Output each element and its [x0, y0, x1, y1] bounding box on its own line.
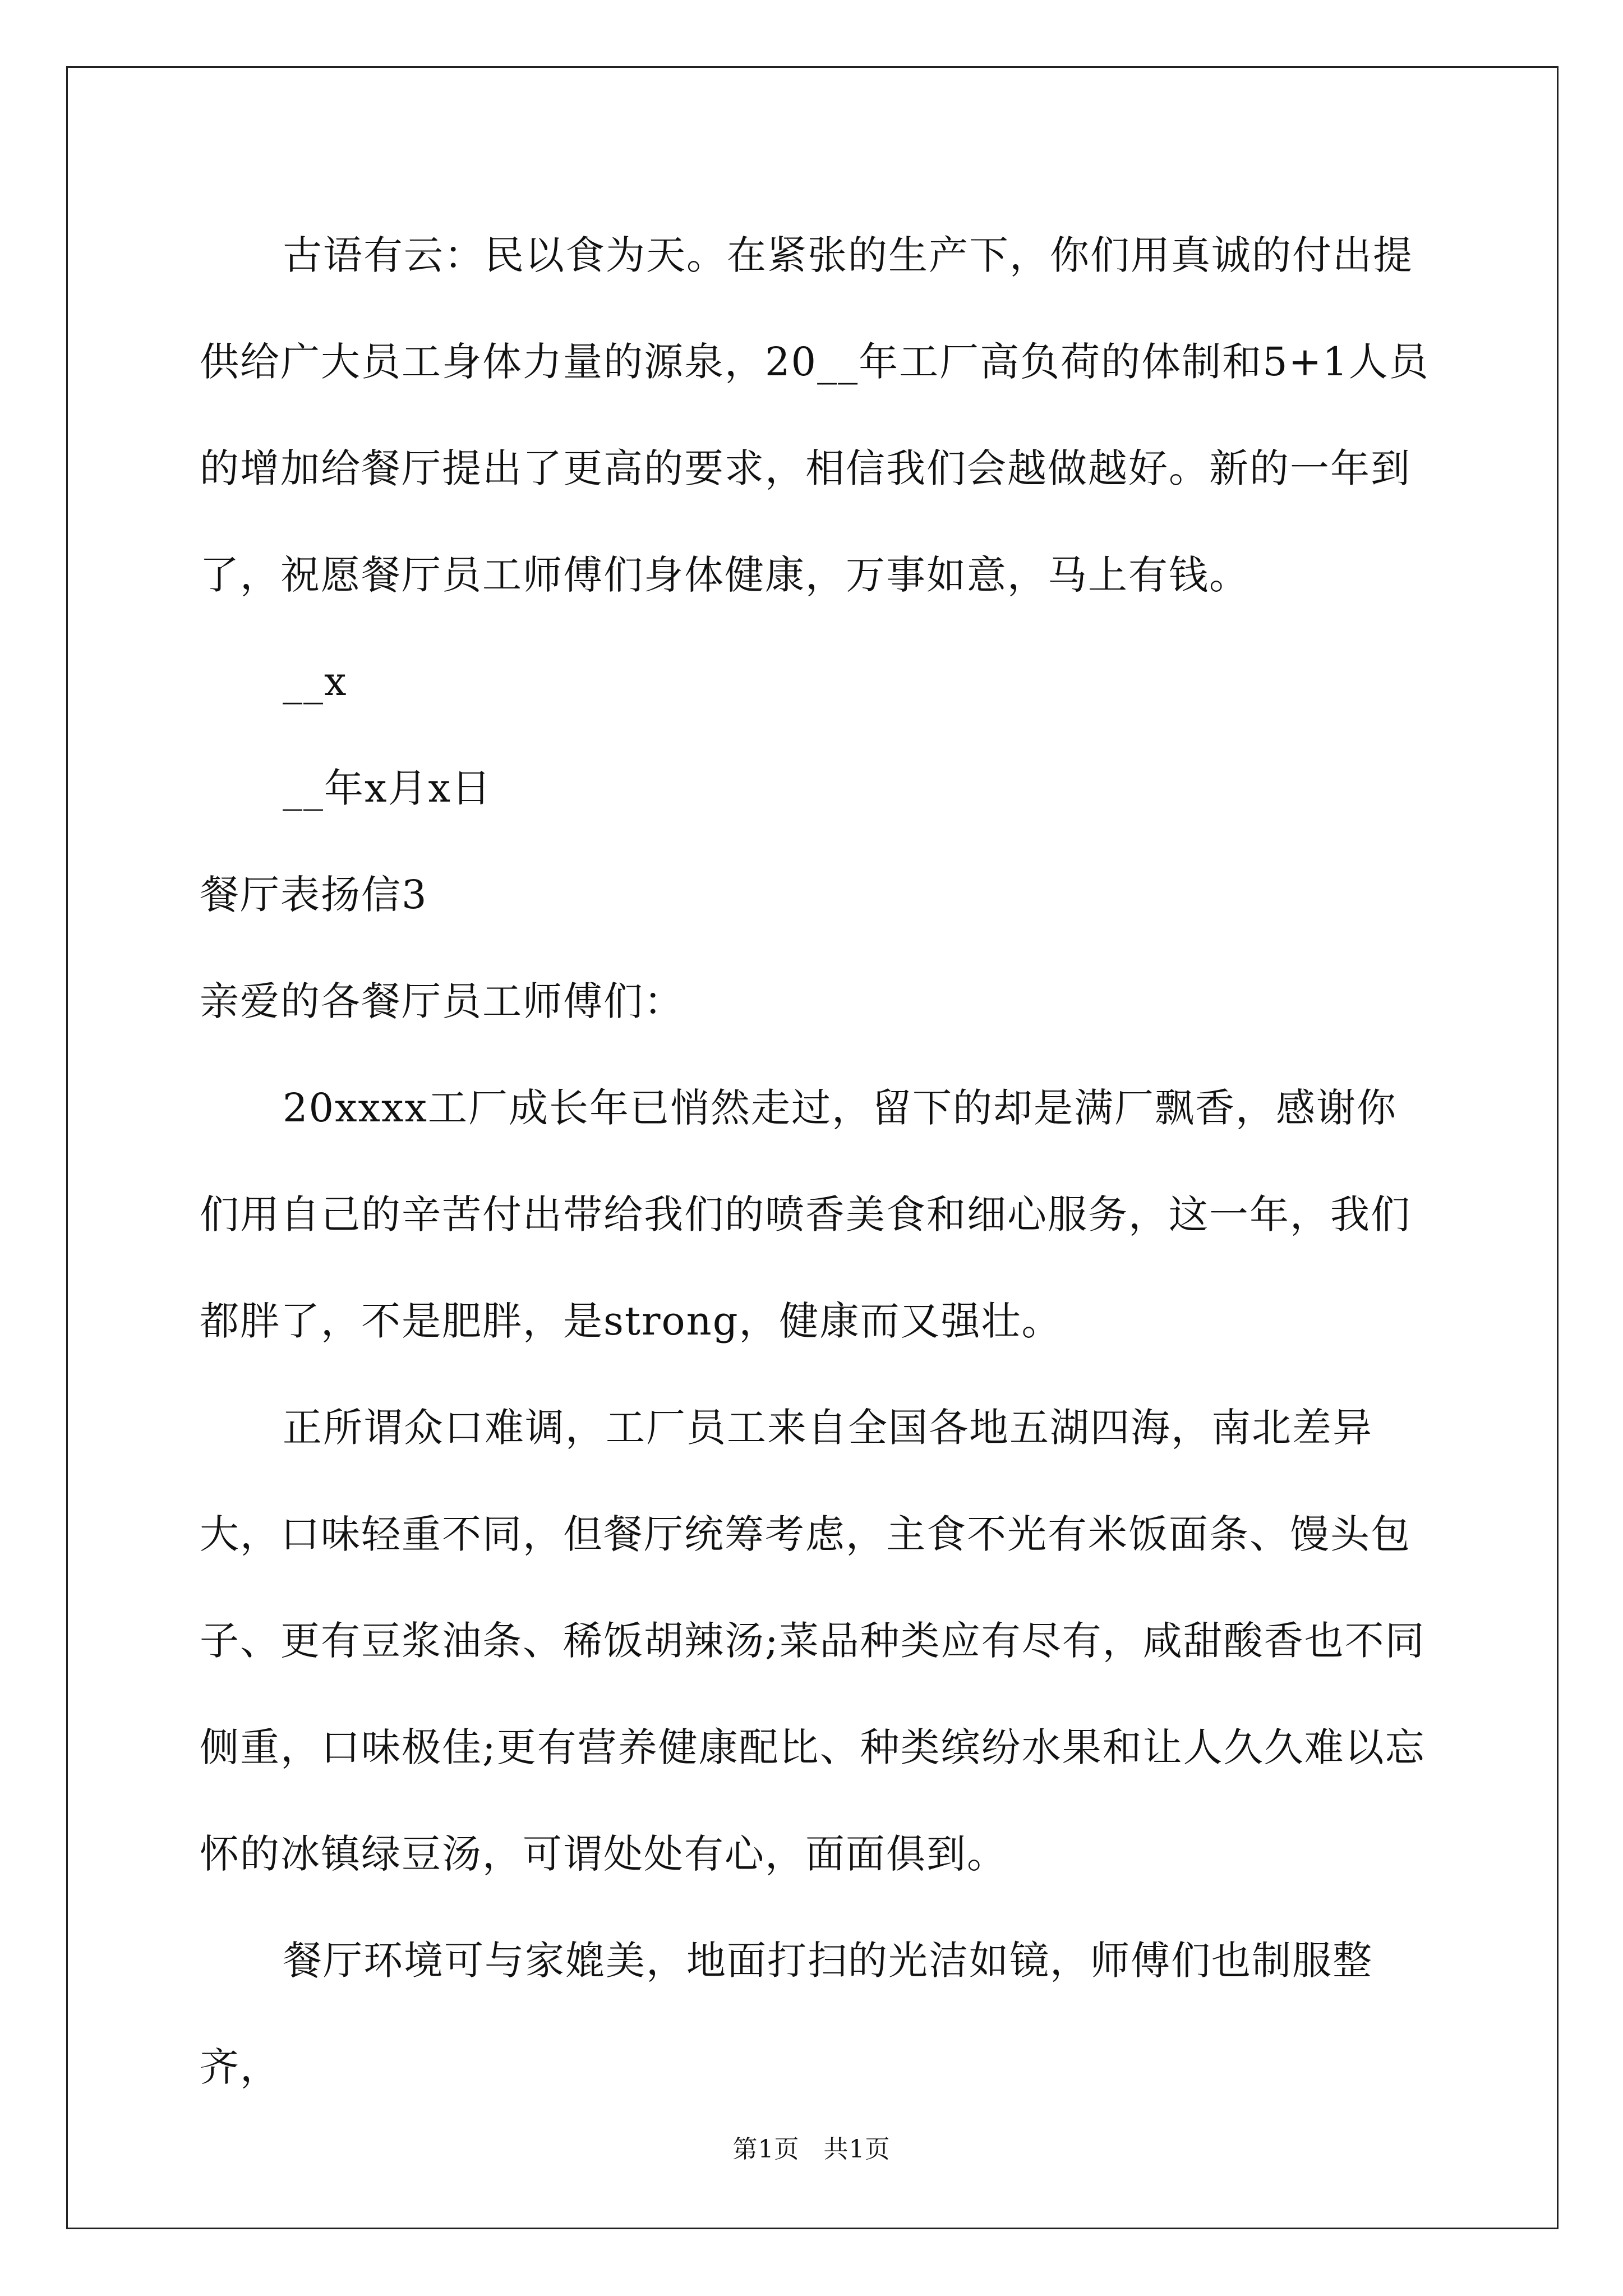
signature-name: __x [283, 659, 348, 705]
page-footer [0, 2129, 1623, 2165]
salutation: 亲爱的各餐厅员工师傅们： [200, 978, 684, 1024]
page-total: 共1页 [823, 2135, 891, 2164]
paragraph-3: 正所谓众口难调，工厂员工来自全国各地五湖四海，南北差异大，口味轻重不同，但餐厅统筹考虑，主食不光有米饭面条、馒头包子、更有豆浆油条、稀饭胡辣汤;菜品种类应有尽有，咸甜酸香也不同侧重，口味极佳;更有营养健康配比、种类缤纷水果和让人久久难以忘怀的冰镇绿豆汤，可谓处处有心，面面俱到。 [200, 1405, 1426, 1877]
paragraph-1: 古语有云：民以食为天。在紧张的生产下，你们用真诚的付出提供给广大员工身体力量的源泉，20__年工厂高负荷的体制和5+1人员的增加给餐厅提出了更高的要求，相信我们会越做越好。新的一年到了，祝愿餐厅员工师傅们身体健康，万事如意，马上有钱。 [200, 232, 1430, 598]
page-number: 第1页 [732, 2135, 800, 2164]
paragraph-4: 餐厅环境可与家媲美，地面打扫的光洁如镜，师傅们也制服整齐， [200, 1938, 1373, 2090]
paragraph-2: 20xxxx工厂成长年已悄然走过，留下的却是满厂飘香，感谢你们用自己的辛苦付出带给我们的喷香美食和细心服务，这一年，我们都胖了，不是肥胖，是strong，健康而又强壮。 [200, 1085, 1411, 1344]
document-body [200, 202, 1433, 2120]
section-title: 餐厅表扬信3 [200, 872, 428, 918]
signature-date: __年x月x日 [283, 765, 492, 811]
